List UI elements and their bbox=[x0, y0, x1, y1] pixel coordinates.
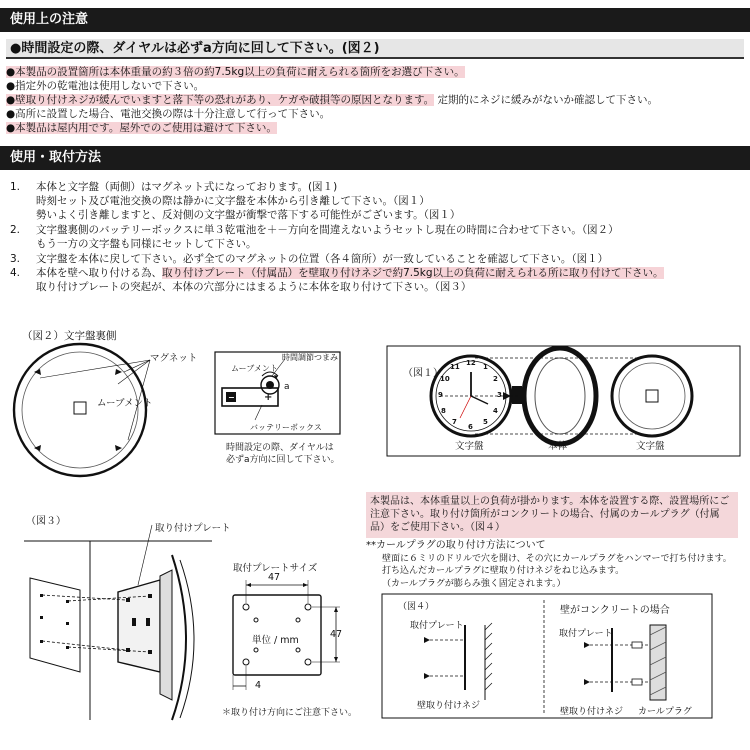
dial-number-7: 7 bbox=[452, 418, 457, 426]
concrete-notice: 本製品は、本体重量以上の負荷が掛かります。本体を設置する際、設置場所にご注意下さい。取り付け箇所がコンクリートの場合、付属のカールプラグ（付属品）をご使用下さい。（図４） bbox=[366, 492, 738, 538]
step-1-line-3: 勢いよく引き離しますと、反対側の文字盤が衝撃で落下する可能性がございます。（図１） bbox=[36, 209, 461, 221]
fig4-plate-right: 取付プレート bbox=[559, 629, 613, 639]
step-2-line-2: もう一方の文字盤も同様にセットして下さい。 bbox=[36, 238, 257, 250]
fig4-screw-left: 壁取り付けネジ bbox=[417, 701, 481, 711]
fig3-dim-small: 4 bbox=[255, 680, 262, 691]
dial-number-3: 3 bbox=[497, 391, 502, 399]
anchor-method-line-2: 打ち込んだカールプラグに壁取り付けネジをねじ込みます。 bbox=[382, 566, 625, 576]
dial-number-10: 10 bbox=[440, 375, 450, 383]
dial-number-6: 6 bbox=[468, 423, 473, 431]
fig1-label-dial-right: 文字盤 bbox=[636, 441, 665, 452]
fig1-label-body: 本体 bbox=[548, 441, 568, 452]
dial-number-8: 8 bbox=[441, 407, 446, 415]
step-4-line-2: 取り付けプレートの突起が、本体の穴部分にはまるように本体を取り付けて下さい。（図３） bbox=[36, 281, 472, 293]
step-3: 3. 文字盤を本体に戻して下さい。必ず全てのマグネットの位置（各４箇所）が一致していることを確認して下さい。（図１） bbox=[10, 253, 609, 265]
fig2-plus: + bbox=[264, 392, 273, 403]
note-high-place: ●高所に設置した場合、電池交換の際は十分注意して行って下さい。 bbox=[6, 108, 331, 120]
fig2-movement-label: ムーブメント bbox=[97, 398, 153, 409]
dial-number-4: 4 bbox=[493, 407, 498, 415]
note-indoor: ●本製品は屋内用です。屋外でのご使用は避けて下さい。 bbox=[6, 122, 277, 134]
section-header-precautions: 使用上の注意 bbox=[0, 8, 750, 32]
dial-direction-notice: ●時間設定の際、ダイヤルは必ずa方向に回して下さい。(図２) bbox=[6, 39, 744, 59]
fig2-battery-label: バッテリーボックス bbox=[250, 423, 322, 432]
fig2-minus: − bbox=[228, 393, 235, 402]
dial-number-9: 9 bbox=[438, 391, 443, 399]
fig3-dim-height: 47 bbox=[330, 629, 343, 640]
dial-number-5: 5 bbox=[483, 418, 488, 426]
dial-number-12: 12 bbox=[466, 359, 476, 367]
fig3-plate-label: 取り付けプレート bbox=[155, 523, 231, 534]
fig4-plate-left: 取付プレート bbox=[410, 621, 464, 631]
fig2-magnet-label: マグネット bbox=[150, 353, 198, 364]
fig3-dim-width: 47 bbox=[268, 572, 281, 583]
fig2-title: （図２）文字盤裏側 bbox=[22, 330, 117, 342]
fig1-title: （図１） bbox=[403, 368, 443, 379]
anchor-method-line-1: 壁面に６ミリのドリルで穴を開け、その穴にカールプラグをハンマーで打ち付けます。 bbox=[382, 553, 732, 564]
fig3-title: （図３） bbox=[26, 516, 66, 527]
fig4-concrete-title: 壁がコンクリートの場合 bbox=[560, 605, 670, 616]
step-1: 1. 本体と文字盤（両側）はマグネット式になっております。(図１) bbox=[10, 181, 338, 193]
fig2-caption-2: 必ずa方向に回して下さい。 bbox=[226, 455, 340, 465]
fig3-unit: 単位 / mm bbox=[252, 635, 299, 646]
anchor-method-line-3: （カールプラグが膨らみ強く固定されます。） bbox=[382, 578, 566, 589]
step-1-line-2: 時刻セット及び電池交換の際は静かに文字盤を本体から引き離して下さい。（図１） bbox=[36, 195, 430, 207]
dial-number-11: 11 bbox=[450, 363, 460, 371]
fig2-knob-label: 時間調節つまみ bbox=[282, 353, 338, 362]
fig1-label-dial-left: 文字盤 bbox=[455, 441, 484, 452]
step-4: 4. 本体を壁へ取り付ける為、取り付けプレート（付属品）を壁取り付けネジで約7.5kg以上の負荷に耐えられる所に取り付けて下さい。 bbox=[10, 267, 664, 279]
fig4-title: （図４） bbox=[398, 602, 435, 612]
fig4-plug: カールプラグ bbox=[638, 707, 692, 717]
dial-number-1: 1 bbox=[483, 363, 488, 371]
fig4-screw-right: 壁取り付けネジ bbox=[560, 707, 624, 717]
note-load: ●本製品の設置箇所は本体重量の約３倍の約7.5kg以上の負荷に耐えられる箇所をお選び下さい。 bbox=[6, 66, 465, 78]
fig2-caption-1: 時間設定の際、ダイヤルは bbox=[226, 443, 334, 453]
fig3-size-title: 取付プレートサイズ bbox=[233, 563, 318, 574]
step-2: 2. 文字盤裏側のバッテリーボックスに単３乾電池を＋－方向を間違えないようセットし現在の時間に合わせて下さい。（図２） bbox=[10, 224, 619, 236]
fig3-footnote: ＊取り付け方向にご注意下さい。 bbox=[222, 708, 358, 718]
dial-number-2: 2 bbox=[493, 375, 498, 383]
fig2-direction-a: a bbox=[284, 382, 290, 392]
anchor-method-title: **カールプラグの取り付け方法について bbox=[366, 540, 546, 551]
fig2-movement-label-detail: ムーブメント bbox=[231, 364, 278, 373]
section-header-usage: 使用・取付方法 bbox=[0, 146, 750, 170]
note-screws: ●壁取り付けネジが緩んでいますと落下等の恐れがあり、ケガや破損等の原因となります。 定期的にネジに緩みがないか確認して下さい。 bbox=[6, 94, 658, 106]
note-battery: ●指定外の乾電池は使用しないで下さい。 bbox=[6, 80, 205, 92]
